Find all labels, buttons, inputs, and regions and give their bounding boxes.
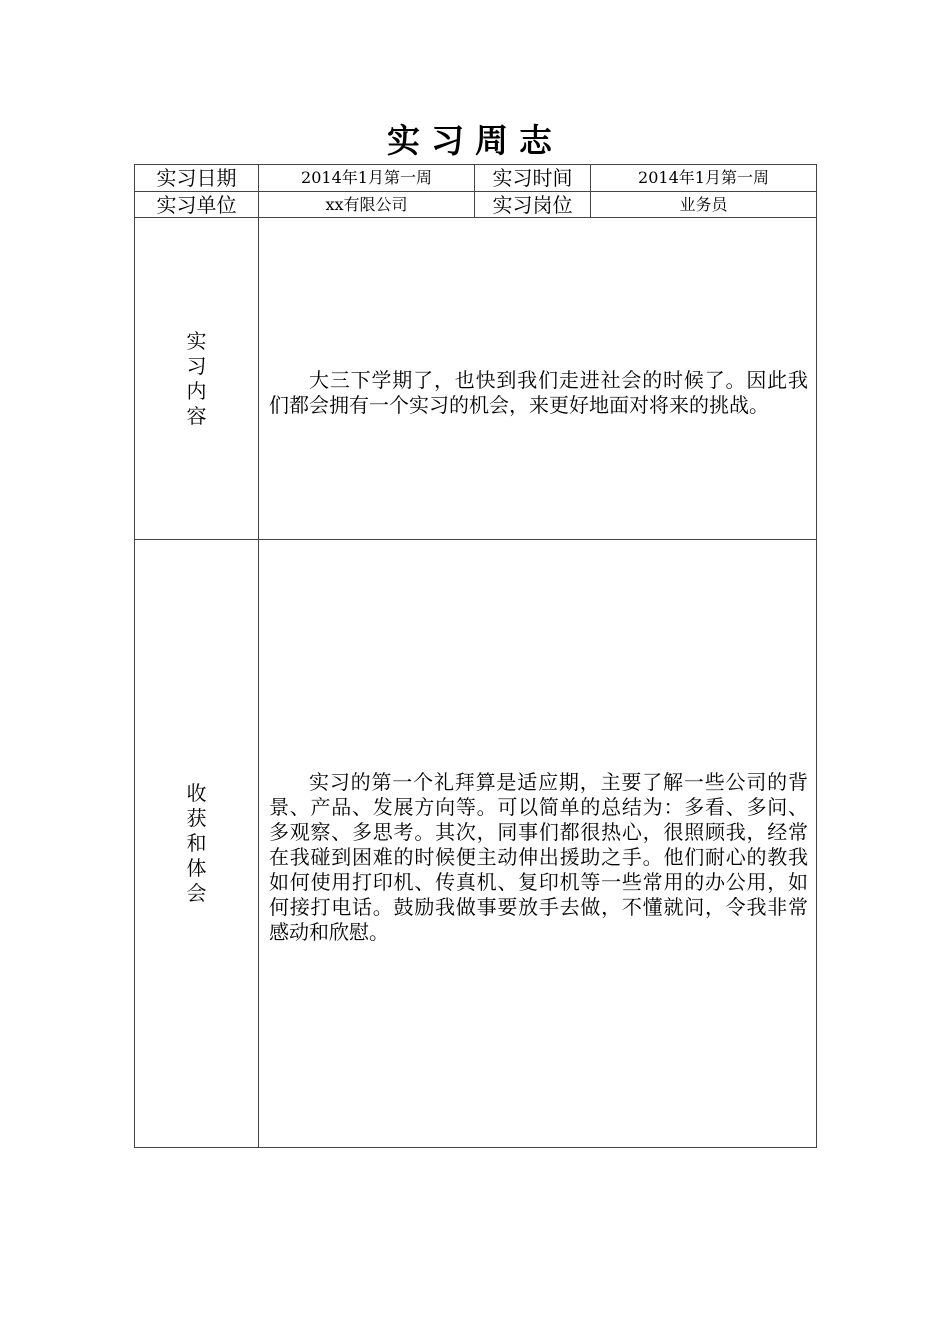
gains-section-body-cell <box>259 540 817 1148</box>
unit-label: 实习单位 <box>135 192 259 218</box>
page-title: 实习周志 <box>387 121 563 160</box>
gains-section-text: 实习的第一个礼拜算是适应期，主要了解一些公司的背景、产品、发展方向等。可以简单的总结为：多看、多问、多观察、多思考。其次，同事们都很热心，很照顾我，经常在我碰到困难的时候便主动伸出援助之手。他们耐心的教我如何使用打印机、传真机、复印机等一些常用的办公用，如何接打电话。鼓励我做事要放手去做，不懂就问，令我非常感动和欣慰。 <box>269 769 808 944</box>
unit-value: xx有限公司 <box>259 192 475 218</box>
post-label: 实习岗位 <box>475 192 591 218</box>
unit-row <box>135 192 817 218</box>
date-value: 2014年1月第一周 <box>259 165 475 192</box>
internship-weekly-log-table <box>134 164 817 1148</box>
date-row <box>135 165 817 192</box>
time-label: 实习时间 <box>475 165 591 192</box>
time-value: 2014年1月第一周 <box>591 165 817 192</box>
content-section-label-cell <box>135 218 259 540</box>
content-section-body-cell <box>259 218 817 540</box>
content-section-label: 实习内容 <box>186 328 207 428</box>
content-section-row <box>135 218 817 540</box>
post-value: 业务员 <box>591 192 817 218</box>
gains-section-label: 收获和体会 <box>186 781 207 905</box>
gains-section-row <box>135 540 817 1148</box>
content-section-text: 大三下学期了，也快到我们走进社会的时候了。因此我们都会拥有一个实习的机会，来更好地面对将来的挑战。 <box>269 367 808 417</box>
date-label: 实习日期 <box>135 165 259 192</box>
gains-section-label-cell <box>135 540 259 1148</box>
